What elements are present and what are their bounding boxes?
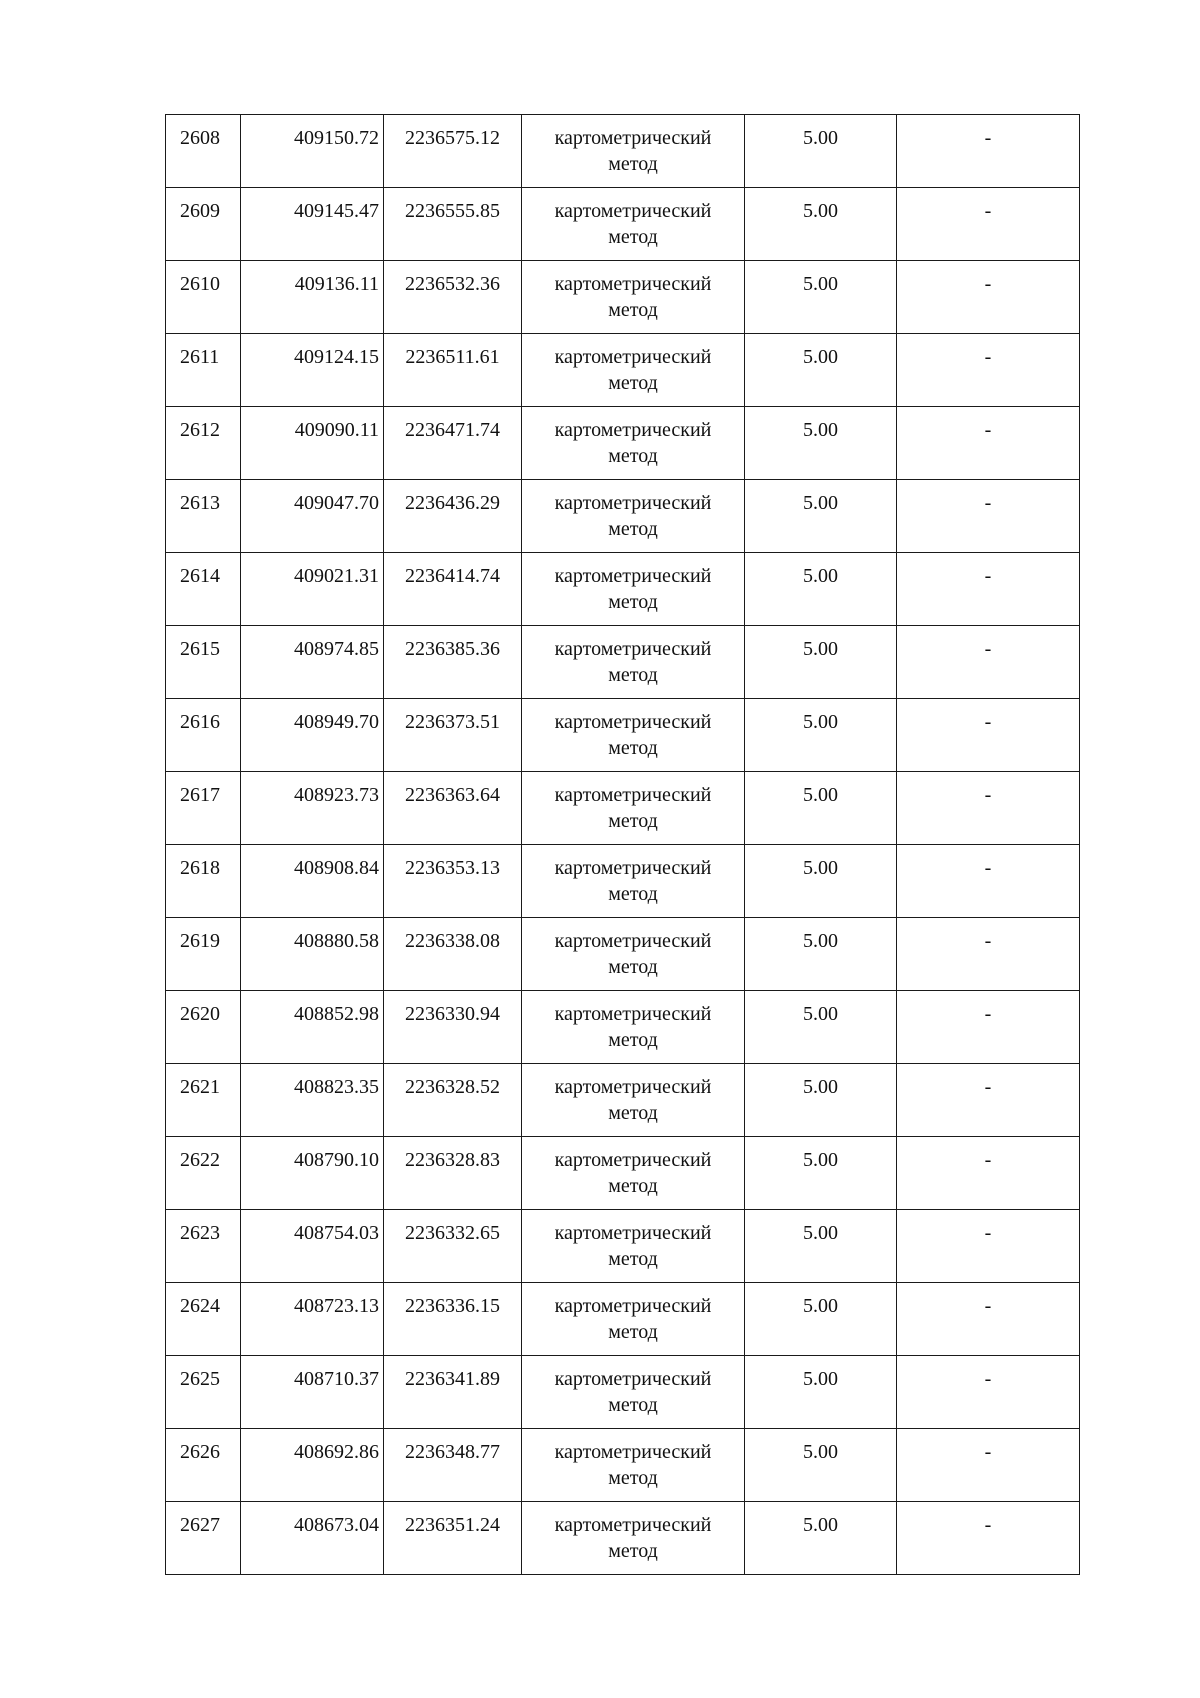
table-row	[166, 845, 1080, 918]
method-text-line2: метод	[608, 372, 658, 394]
y-coordinate-cell: 2236414.74	[384, 553, 522, 626]
coordinates-table-body	[166, 115, 1080, 1575]
x-coordinate-cell: 408754.03	[241, 1210, 384, 1283]
table-row	[166, 991, 1080, 1064]
method-cell	[522, 1356, 745, 1429]
accuracy-cell: 5.00	[745, 1137, 897, 1210]
x-coordinate-cell: 409150.72	[241, 115, 384, 188]
y-coordinate-cell: 2236336.15	[384, 1283, 522, 1356]
point-number-cell: 2608	[166, 115, 241, 188]
y-coordinate-cell: 2236436.29	[384, 480, 522, 553]
method-cell	[522, 553, 745, 626]
note-cell: -	[897, 845, 1080, 918]
method-cell	[522, 699, 745, 772]
x-coordinate-cell: 408880.58	[241, 918, 384, 991]
accuracy-cell: 5.00	[745, 188, 897, 261]
method-text-line1: картометрический	[554, 1076, 712, 1098]
method-cell	[522, 261, 745, 334]
table-row	[166, 772, 1080, 845]
note-cell: -	[897, 626, 1080, 699]
table-row	[166, 553, 1080, 626]
y-coordinate-cell: 2236332.65	[384, 1210, 522, 1283]
method-text-line2: метод	[608, 1467, 658, 1489]
x-coordinate-cell: 408974.85	[241, 626, 384, 699]
method-text-line1: картометрический	[554, 127, 712, 149]
x-coordinate-cell: 409090.11	[241, 407, 384, 480]
coordinates-table	[165, 114, 1080, 1575]
note-cell: -	[897, 918, 1080, 991]
method-text-line1: картометрический	[554, 711, 712, 733]
accuracy-cell: 5.00	[745, 699, 897, 772]
x-coordinate-cell: 408949.70	[241, 699, 384, 772]
point-number-cell: 2612	[166, 407, 241, 480]
note-cell: -	[897, 553, 1080, 626]
method-text-line2: метод	[608, 591, 658, 613]
table-row	[166, 407, 1080, 480]
method-text-line1: картометрический	[554, 784, 712, 806]
y-coordinate-cell: 2236341.89	[384, 1356, 522, 1429]
point-number-cell: 2621	[166, 1064, 241, 1137]
x-coordinate-cell: 408723.13	[241, 1283, 384, 1356]
y-coordinate-cell: 2236353.13	[384, 845, 522, 918]
method-text-line1: картометрический	[554, 930, 712, 952]
note-cell: -	[897, 261, 1080, 334]
method-cell	[522, 845, 745, 918]
method-text-line1: картометрический	[554, 273, 712, 295]
accuracy-cell: 5.00	[745, 1064, 897, 1137]
y-coordinate-cell: 2236385.36	[384, 626, 522, 699]
note-cell: -	[897, 480, 1080, 553]
method-text-line1: картометрический	[554, 200, 712, 222]
table-row	[166, 1064, 1080, 1137]
point-number-cell: 2617	[166, 772, 241, 845]
method-text-line2: метод	[608, 1248, 658, 1270]
x-coordinate-cell: 408692.86	[241, 1429, 384, 1502]
method-text-line1: картометрический	[554, 1003, 712, 1025]
method-text-line2: метод	[608, 1540, 658, 1562]
accuracy-cell: 5.00	[745, 480, 897, 553]
method-cell	[522, 626, 745, 699]
table-row	[166, 188, 1080, 261]
method-text-line2: метод	[608, 1029, 658, 1051]
method-cell	[522, 991, 745, 1064]
x-coordinate-cell: 409021.31	[241, 553, 384, 626]
accuracy-cell: 5.00	[745, 626, 897, 699]
method-text-line2: метод	[608, 1175, 658, 1197]
method-text-line2: метод	[608, 153, 658, 175]
method-text-line1: картометрический	[554, 419, 712, 441]
accuracy-cell: 5.00	[745, 334, 897, 407]
method-text-line2: метод	[608, 445, 658, 467]
method-cell	[522, 918, 745, 991]
table-row	[166, 699, 1080, 772]
y-coordinate-cell: 2236555.85	[384, 188, 522, 261]
table-row	[166, 334, 1080, 407]
method-text-line1: картометрический	[554, 492, 712, 514]
method-cell	[522, 1137, 745, 1210]
method-cell	[522, 334, 745, 407]
method-text-line1: картометрический	[554, 1149, 712, 1171]
table-row	[166, 1502, 1080, 1575]
x-coordinate-cell: 408923.73	[241, 772, 384, 845]
point-number-cell: 2611	[166, 334, 241, 407]
point-number-cell: 2609	[166, 188, 241, 261]
point-number-cell: 2624	[166, 1283, 241, 1356]
method-text-line2: метод	[608, 299, 658, 321]
method-text-line2: метод	[608, 1321, 658, 1343]
table-row	[166, 918, 1080, 991]
y-coordinate-cell: 2236575.12	[384, 115, 522, 188]
accuracy-cell: 5.00	[745, 407, 897, 480]
point-number-cell: 2623	[166, 1210, 241, 1283]
accuracy-cell: 5.00	[745, 845, 897, 918]
method-text-line2: метод	[608, 883, 658, 905]
y-coordinate-cell: 2236532.36	[384, 261, 522, 334]
method-cell	[522, 1429, 745, 1502]
method-text-line2: метод	[608, 810, 658, 832]
note-cell: -	[897, 1356, 1080, 1429]
table-row	[166, 1210, 1080, 1283]
accuracy-cell: 5.00	[745, 261, 897, 334]
y-coordinate-cell: 2236373.51	[384, 699, 522, 772]
point-number-cell: 2620	[166, 991, 241, 1064]
method-cell	[522, 115, 745, 188]
y-coordinate-cell: 2236328.52	[384, 1064, 522, 1137]
accuracy-cell: 5.00	[745, 991, 897, 1064]
y-coordinate-cell: 2236363.64	[384, 772, 522, 845]
method-text-line2: метод	[608, 226, 658, 248]
method-text-line1: картометрический	[554, 346, 712, 368]
method-text-line1: картометрический	[554, 1295, 712, 1317]
x-coordinate-cell: 408673.04	[241, 1502, 384, 1575]
method-text-line1: картометрический	[554, 638, 712, 660]
accuracy-cell: 5.00	[745, 1429, 897, 1502]
accuracy-cell: 5.00	[745, 115, 897, 188]
method-text-line1: картометрический	[554, 857, 712, 879]
y-coordinate-cell: 2236328.83	[384, 1137, 522, 1210]
method-text-line2: метод	[608, 664, 658, 686]
table-row	[166, 115, 1080, 188]
point-number-cell: 2622	[166, 1137, 241, 1210]
note-cell: -	[897, 115, 1080, 188]
note-cell: -	[897, 991, 1080, 1064]
point-number-cell: 2616	[166, 699, 241, 772]
x-coordinate-cell: 408790.10	[241, 1137, 384, 1210]
table-row	[166, 1283, 1080, 1356]
method-text-line2: метод	[608, 737, 658, 759]
accuracy-cell: 5.00	[745, 1283, 897, 1356]
note-cell: -	[897, 1502, 1080, 1575]
method-text-line2: метод	[608, 1394, 658, 1416]
point-number-cell: 2625	[166, 1356, 241, 1429]
point-number-cell: 2619	[166, 918, 241, 991]
method-text-line1: картометрический	[554, 565, 712, 587]
accuracy-cell: 5.00	[745, 772, 897, 845]
y-coordinate-cell: 2236471.74	[384, 407, 522, 480]
method-cell	[522, 1502, 745, 1575]
method-text-line1: картометрический	[554, 1514, 712, 1536]
method-cell	[522, 1064, 745, 1137]
note-cell: -	[897, 407, 1080, 480]
point-number-cell: 2610	[166, 261, 241, 334]
table-row	[166, 1356, 1080, 1429]
x-coordinate-cell: 409145.47	[241, 188, 384, 261]
x-coordinate-cell: 409124.15	[241, 334, 384, 407]
accuracy-cell: 5.00	[745, 918, 897, 991]
accuracy-cell: 5.00	[745, 1502, 897, 1575]
method-cell	[522, 188, 745, 261]
x-coordinate-cell: 409136.11	[241, 261, 384, 334]
method-cell	[522, 1210, 745, 1283]
y-coordinate-cell: 2236351.24	[384, 1502, 522, 1575]
table-row	[166, 480, 1080, 553]
point-number-cell: 2627	[166, 1502, 241, 1575]
note-cell: -	[897, 772, 1080, 845]
method-cell	[522, 1283, 745, 1356]
y-coordinate-cell: 2236511.61	[384, 334, 522, 407]
point-number-cell: 2626	[166, 1429, 241, 1502]
method-cell	[522, 772, 745, 845]
note-cell: -	[897, 1429, 1080, 1502]
note-cell: -	[897, 334, 1080, 407]
note-cell: -	[897, 699, 1080, 772]
point-number-cell: 2618	[166, 845, 241, 918]
point-number-cell: 2615	[166, 626, 241, 699]
method-text-line2: метод	[608, 518, 658, 540]
table-row	[166, 1137, 1080, 1210]
accuracy-cell: 5.00	[745, 553, 897, 626]
accuracy-cell: 5.00	[745, 1356, 897, 1429]
note-cell: -	[897, 1210, 1080, 1283]
x-coordinate-cell: 408908.84	[241, 845, 384, 918]
y-coordinate-cell: 2236338.08	[384, 918, 522, 991]
note-cell: -	[897, 188, 1080, 261]
x-coordinate-cell: 408852.98	[241, 991, 384, 1064]
note-cell: -	[897, 1064, 1080, 1137]
method-text-line1: картометрический	[554, 1368, 712, 1390]
x-coordinate-cell: 408710.37	[241, 1356, 384, 1429]
method-text-line2: метод	[608, 956, 658, 978]
method-text-line2: метод	[608, 1102, 658, 1124]
table-row	[166, 261, 1080, 334]
point-number-cell: 2613	[166, 480, 241, 553]
table-row	[166, 1429, 1080, 1502]
point-number-cell: 2614	[166, 553, 241, 626]
note-cell: -	[897, 1137, 1080, 1210]
accuracy-cell: 5.00	[745, 1210, 897, 1283]
x-coordinate-cell: 408823.35	[241, 1064, 384, 1137]
x-coordinate-cell: 409047.70	[241, 480, 384, 553]
y-coordinate-cell: 2236348.77	[384, 1429, 522, 1502]
method-cell	[522, 480, 745, 553]
note-cell: -	[897, 1283, 1080, 1356]
method-text-line1: картометрический	[554, 1441, 712, 1463]
table-row	[166, 626, 1080, 699]
method-cell	[522, 407, 745, 480]
method-text-line1: картометрический	[554, 1222, 712, 1244]
y-coordinate-cell: 2236330.94	[384, 991, 522, 1064]
